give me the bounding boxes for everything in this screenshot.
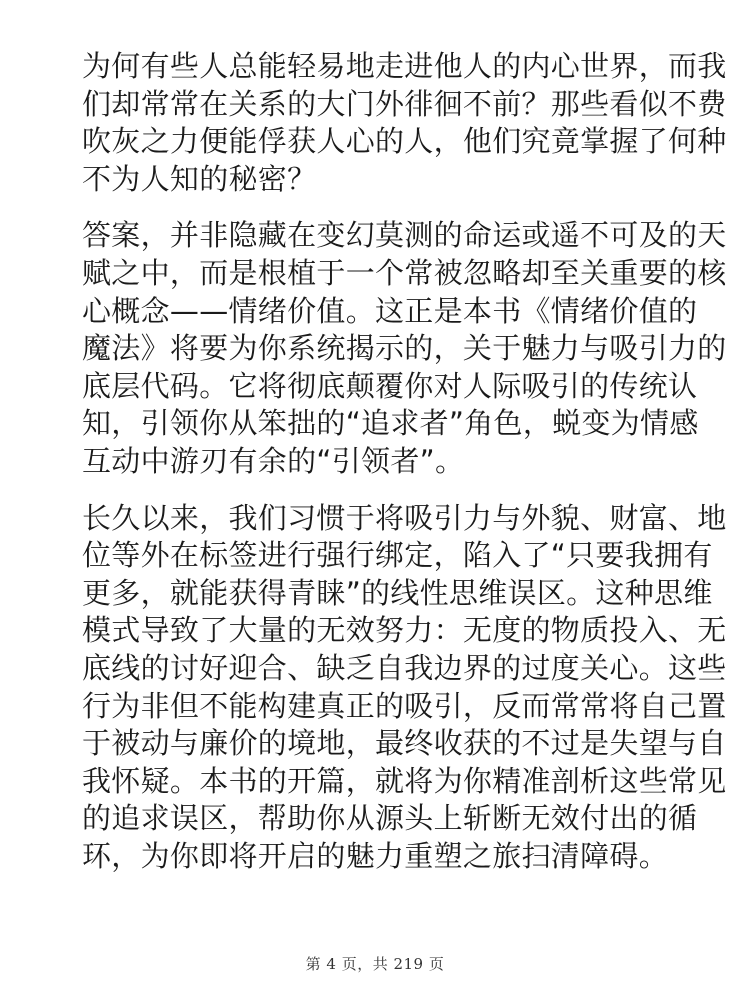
- text-line: 们却常常在关系的大门外徘徊不前？那些看似不费: [82, 86, 727, 121]
- document-body: [82, 48, 727, 894]
- text-line: 心概念——情绪价值。这正是本书《情绪价值的: [82, 293, 698, 328]
- paragraph-2: [82, 217, 727, 480]
- text-line: 的追求误区，帮助你从源头上斩断无效付出的循: [82, 801, 698, 836]
- text-line: 长久以来，我们习惯于将吸引力与外貌、财富、地: [82, 500, 727, 535]
- page-number-footer: 第 4 页，共 219 页: [305, 955, 445, 973]
- text-line: 赋之中，而是根植于一个常被忽略却至关重要的核: [82, 255, 727, 290]
- paragraph-1: [82, 48, 727, 198]
- text-line: 魔法》将要为你系统揭示的，关于魅力与吸引力的: [82, 331, 727, 366]
- text-line: 位等外在标签进行强行绑定，陷入了“只要我拥有: [82, 538, 713, 573]
- text-line: 行为非但不能构建真正的吸引，反而常常将自己置: [82, 688, 727, 723]
- text-line: 答案，并非隐藏在变幻莫测的命运或遥不可及的天: [82, 218, 727, 253]
- text-line: 更多，就能获得青睐”的线性思维误区。这种思维: [82, 575, 713, 610]
- text-line: 互动中游刃有余的“引领者”。: [82, 443, 465, 478]
- text-line: 吹灰之力便能俘获人心的人，他们究竟掌握了何种: [82, 124, 727, 159]
- text-line: 不为人知的秘密？: [82, 161, 317, 196]
- paragraph-3: [82, 500, 727, 876]
- text-line: 知，引领你从笨拙的“追求者”角色，蜕变为情感: [82, 406, 699, 441]
- text-line: 底线的讨好迎合、缺乏自我边界的过度关心。这些: [82, 650, 727, 685]
- text-line: 为何有些人总能轻易地走进他人的内心世界，而我: [82, 49, 727, 83]
- text-line: 底层代码。它将彻底颠覆你对人际吸引的传统认: [82, 368, 698, 403]
- text-line: 模式导致了大量的无效努力：无度的物质投入、无: [82, 613, 727, 648]
- text-line: 我怀疑。本书的开篇，就将为你精准剖析这些常见: [82, 763, 727, 798]
- text-line: 环，为你即将开启的魅力重塑之旅扫清障碍。: [82, 838, 669, 873]
- text-line: 于被动与廉价的境地，最终收获的不过是失望与自: [82, 726, 727, 761]
